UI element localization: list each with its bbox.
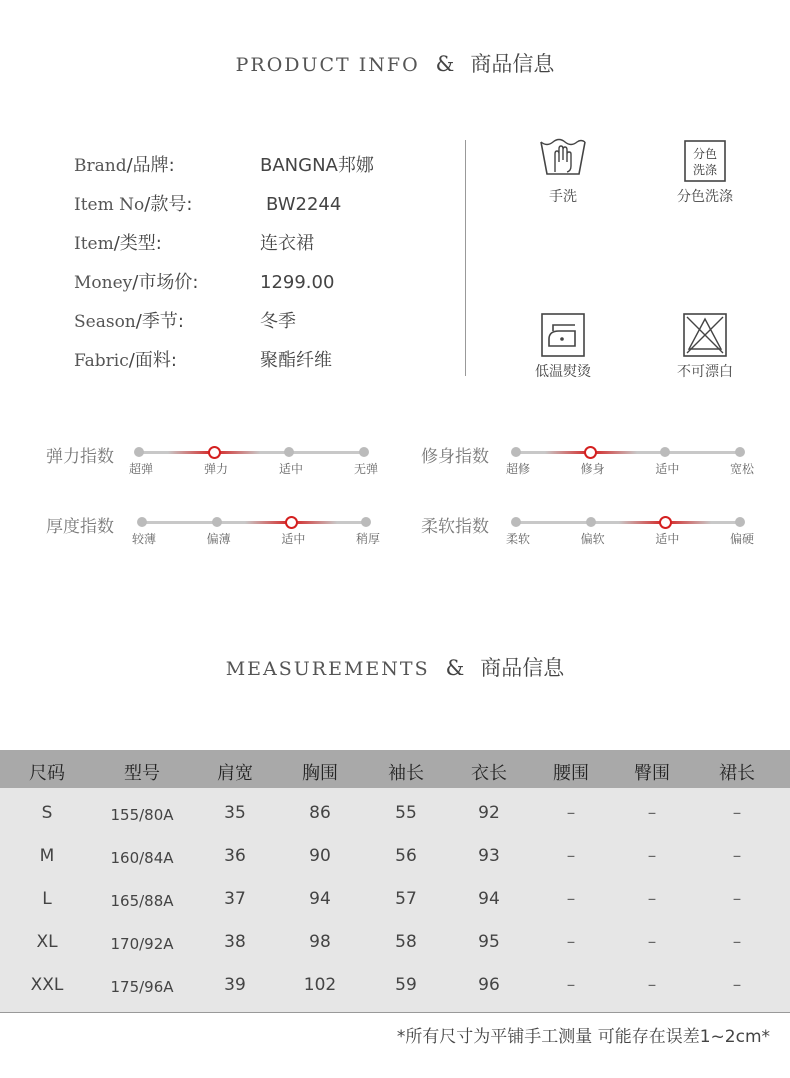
table-row [0, 974, 790, 998]
table-cell: 102 [303, 975, 337, 995]
scale-dot [361, 517, 371, 527]
info-row-item: Item/类型: 连衣裙 [74, 233, 314, 254]
scale-dot [359, 447, 369, 457]
scale-tick-label: 稍厚 [355, 532, 381, 546]
table-cell: 92 [478, 803, 500, 823]
scale-tick-label: 弹力 [203, 462, 229, 476]
info-row-fabric: Fabric/面料: 聚酯纤维 [74, 350, 332, 371]
table-header-cell: 胸围 [302, 763, 338, 784]
table-cell: 93 [478, 846, 500, 866]
scale-dot [660, 447, 670, 457]
table-cell: 98 [309, 932, 331, 952]
table-row [0, 802, 790, 826]
scale-tick-label: 修身 [580, 462, 605, 476]
table-cell: – [647, 846, 657, 866]
measurements-title: MEASUREMENTS & 商品信息 [225, 656, 565, 680]
table-cell: 39 [224, 975, 246, 995]
table-row [0, 845, 790, 869]
scale-tick-label: 超弹 [128, 462, 154, 476]
scale-dot [284, 447, 294, 457]
scale-title: 弹力指数 [46, 447, 114, 467]
table-cell: – [647, 889, 657, 909]
scale-title: 厚度指数 [46, 517, 114, 537]
scale-dot [137, 517, 147, 527]
table-cell: 37 [224, 889, 246, 909]
table-row [0, 888, 790, 912]
table-cell: – [566, 889, 576, 909]
table-cell: 155/80A [110, 806, 174, 824]
separate-wash-icon [684, 140, 726, 182]
table-cell: 86 [309, 803, 331, 823]
table-header-cell: 裙长 [719, 763, 755, 784]
scale-dot [212, 517, 222, 527]
table-cell: 36 [224, 846, 246, 866]
table-bottom-divider [0, 1012, 790, 1013]
care-hand-wash: 手洗 [513, 138, 613, 206]
table-cell: – [732, 975, 742, 995]
table-cell: 94 [309, 889, 331, 909]
table-cell: 56 [395, 846, 417, 866]
no-bleach-icon [683, 313, 727, 357]
measurement-note: *所有尺寸为平铺手工测量 可能存在误差1~2cm* [396, 1027, 770, 1047]
care-low-iron: 低温熨烫 [513, 313, 613, 381]
table-header-cell: 臀围 [634, 763, 670, 784]
table-header-cell: 袖长 [388, 763, 424, 784]
info-row-item-no: Item No/款号: BW2244 [74, 194, 342, 215]
scale-dot [134, 447, 144, 457]
scale-dot [511, 517, 521, 527]
scale-tick-label: 偏薄 [206, 532, 231, 546]
table-cell: 59 [395, 975, 417, 995]
table-cell: – [566, 846, 576, 866]
scale-tick-label: 适中 [281, 532, 306, 546]
scale-dot-selected [584, 446, 597, 459]
table-header-cell: 尺码 [29, 763, 65, 784]
scale-dot [735, 517, 745, 527]
table-cell: – [732, 932, 742, 952]
table-cell: 160/84A [110, 849, 174, 867]
scale-dot [586, 517, 596, 527]
table-cell: 57 [395, 889, 417, 909]
table-header-cell: 肩宽 [217, 763, 253, 784]
size-table-body [0, 788, 790, 1012]
scale-title: 柔软指数 [421, 517, 489, 537]
scale-tick-label: 柔软 [505, 532, 531, 546]
table-cell: 94 [478, 889, 500, 909]
table-cell: – [732, 803, 742, 823]
scale-title: 修身指数 [421, 447, 489, 467]
svg-text:洗涤: 洗涤 [692, 163, 718, 177]
table-cell: – [732, 846, 742, 866]
table-cell: 165/88A [110, 892, 174, 910]
table-header-cell: 衣长 [471, 763, 507, 784]
scale-tick-label: 适中 [278, 462, 304, 476]
table-header-cell: 腰围 [553, 763, 589, 784]
table-cell: S [41, 803, 53, 823]
scale-dot-selected [208, 446, 221, 459]
info-divider [465, 140, 466, 376]
table-cell: 96 [478, 975, 500, 995]
hand-wash-icon [537, 138, 589, 182]
table-cell: 35 [224, 803, 246, 823]
table-cell: – [566, 932, 576, 952]
iron-icon [541, 313, 585, 357]
table-cell: 55 [395, 803, 417, 823]
scale-dot-selected [285, 516, 298, 529]
table-cell: – [732, 889, 742, 909]
table-cell: L [42, 889, 52, 909]
table-cell: – [647, 975, 657, 995]
table-cell: – [566, 803, 576, 823]
svg-text:分色: 分色 [692, 147, 718, 161]
scale-tick-label: 偏硬 [729, 532, 755, 546]
info-row-brand: Brand/品牌: BANGNA邦娜 [74, 155, 374, 176]
table-cell: 175/96A [110, 978, 174, 996]
table-cell: – [647, 803, 657, 823]
table-cell: 38 [224, 932, 246, 952]
scale-dot-selected [659, 516, 672, 529]
scale-tick-label: 较薄 [131, 532, 157, 546]
product-info-title: PRODUCT INFO & 商品信息 [235, 52, 555, 76]
table-cell: 95 [478, 932, 500, 952]
table-header-cell: 型号 [124, 763, 160, 784]
table-cell: M [39, 846, 55, 866]
scale-tick-label: 超修 [505, 462, 531, 476]
scale-dot [511, 447, 521, 457]
table-cell: XL [36, 932, 58, 952]
table-cell: – [566, 975, 576, 995]
scale-tick-label: 适中 [655, 532, 680, 546]
scale-tick-label: 无弹 [353, 462, 379, 476]
info-row-money: Money/市场价: 1299.00 [74, 272, 335, 293]
care-separate-wash: 分色 洗涤 分色洗涤 [655, 140, 755, 206]
info-row-season: Season/季节: 冬季 [74, 311, 296, 332]
table-cell: XXL [30, 975, 64, 995]
scale-tick-label: 宽松 [729, 462, 755, 476]
table-row [0, 931, 790, 955]
scale-dot [735, 447, 745, 457]
care-no-bleach: 不可漂白 [655, 313, 755, 381]
table-cell: 170/92A [110, 935, 174, 953]
table-cell: – [647, 932, 657, 952]
size-table-header [0, 750, 790, 788]
table-cell: 58 [395, 932, 417, 952]
scale-tick-label: 适中 [655, 462, 680, 476]
table-cell: 90 [309, 846, 331, 866]
scale-tick-label: 偏软 [580, 532, 605, 546]
